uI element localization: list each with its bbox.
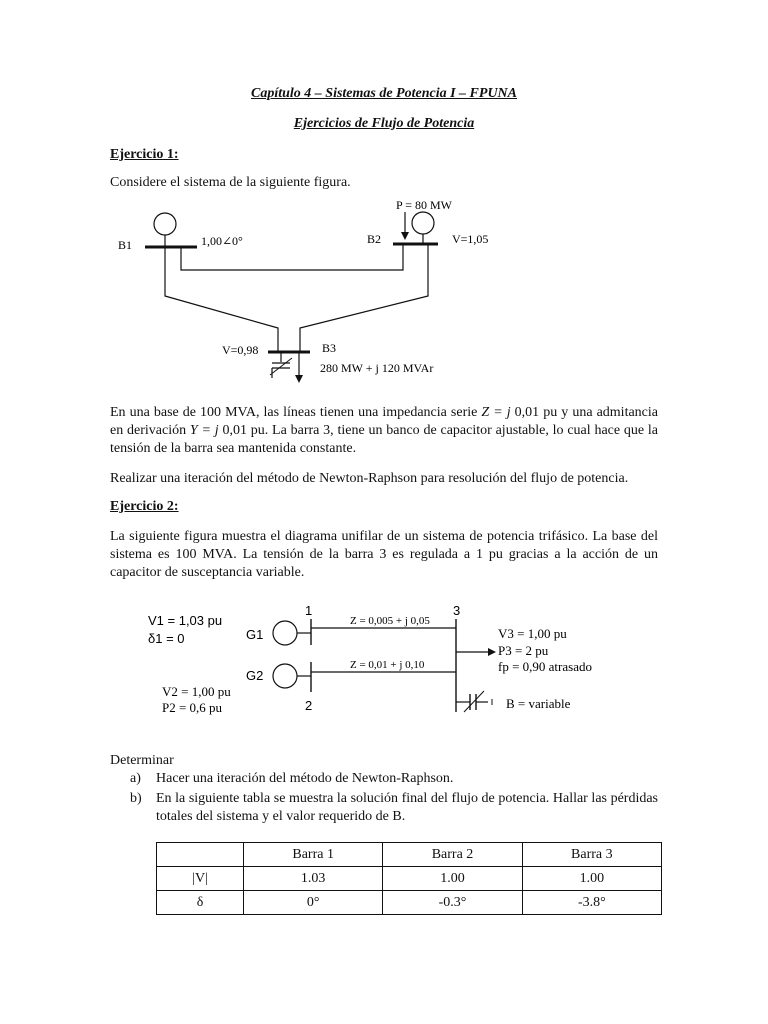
bus-2-label: 2 bbox=[305, 698, 313, 713]
b2-generator-icon bbox=[412, 212, 434, 234]
chapter-title: Capítulo 4 – Sistemas de Potencia I – FPUNA bbox=[250, 86, 517, 101]
b2-label: B2 bbox=[367, 232, 382, 246]
g1-generator-icon bbox=[273, 621, 297, 645]
ex1-para1: En una base de 100 MVA, las líneas tienen una impedancia serie Z = j 0,01 pu y una admitancia en derivación Y = j 0,01 pu. La barra 3, tiene un banco de capacitor ajustable, lo cual hace que la tensión de la barra sea mantenida constante. bbox=[110, 405, 659, 456]
ex2-para1: La siguiente figura muestra el diagrama unifilar de un sistema de potencia trifásico. La base del sistema es 100 MVA. La tensión de la barra 3 es regulada a 1 pu gracias a la acción de un capacitor de susceptancia variable. bbox=[110, 529, 658, 580]
b2-load-arrow-icon bbox=[401, 232, 409, 240]
b-variable-label: B = variable bbox=[506, 696, 571, 711]
ex2-heading: Ejercicio 2: bbox=[110, 499, 179, 514]
determinar-label: Determinar bbox=[110, 753, 174, 768]
ex1-intro: Considere el sistema de la siguiente figura. bbox=[110, 175, 351, 190]
b1-voltage-label: 1,00∠0° bbox=[201, 234, 243, 248]
subtitle: Ejercicios de Flujo de Potencia bbox=[293, 116, 475, 131]
z23-label: Z = 0,01 + j 0,10 bbox=[350, 659, 425, 671]
b3-voltage-label: V=0,98 bbox=[222, 343, 259, 357]
p-load-label: P = 80 MW bbox=[396, 198, 452, 212]
task-list bbox=[130, 770, 658, 828]
ex1-circuit-diagram bbox=[0, 190, 768, 390]
line-b1-b3 bbox=[165, 247, 278, 351]
list-item: b) En la siguiente tabla se muestra la solución final del flujo de potencia. Hallar las pérdidas totales del sistema y el valor requerido de B. bbox=[130, 791, 658, 824]
p3-label: P3 = 2 pu bbox=[498, 643, 549, 658]
v3-label: V3 = 1,00 pu bbox=[498, 626, 567, 641]
b2-voltage-label: V=1,05 bbox=[452, 232, 489, 246]
v1-label: V1 = 1,03 pu bbox=[148, 613, 223, 628]
list-item: a) Hacer una iteración del método de Newton-Raphson. bbox=[130, 771, 454, 786]
z13-label: Z = 0,005 + j 0,05 bbox=[350, 615, 430, 627]
bus-1-label: 1 bbox=[305, 603, 313, 618]
bus-3-label: 3 bbox=[453, 603, 461, 618]
b3-load-arrow-icon bbox=[295, 375, 303, 383]
table-row: δ 0° -0.3° -3.8° bbox=[157, 891, 662, 915]
ex1-para2: Realizar una iteración del método de Newton-Raphson para resolución del flujo de potencia. bbox=[110, 471, 629, 486]
results-table bbox=[156, 842, 662, 915]
variable-capacitor-icon bbox=[456, 691, 492, 712]
fp-label: fp = 0,90 atrasado bbox=[498, 659, 592, 674]
g2-label: G2 bbox=[246, 668, 264, 683]
line-b2-b3 bbox=[300, 244, 428, 351]
b1-label: B1 bbox=[118, 238, 133, 252]
table-header-row: Barra 1 Barra 2 Barra 3 bbox=[157, 843, 662, 867]
v2-label: V2 = 1,00 pu bbox=[162, 684, 231, 699]
b3-load-label: 280 MW + j 120 MVAr bbox=[320, 361, 434, 375]
ex2-circuit-diagram bbox=[0, 596, 768, 728]
g1-label: G1 bbox=[246, 627, 264, 642]
table-row: |V| 1.03 1.00 1.00 bbox=[157, 867, 662, 891]
p2-label: P2 = 0,6 pu bbox=[162, 700, 223, 715]
g2-generator-icon bbox=[273, 664, 297, 688]
bus-3-load-arrow-icon bbox=[488, 648, 496, 656]
d1-label: δ1 = 0 bbox=[148, 631, 185, 646]
b3-label: B3 bbox=[322, 341, 337, 355]
b1-generator-icon bbox=[154, 213, 176, 235]
ex1-heading: Ejercicio 1: bbox=[110, 147, 179, 162]
